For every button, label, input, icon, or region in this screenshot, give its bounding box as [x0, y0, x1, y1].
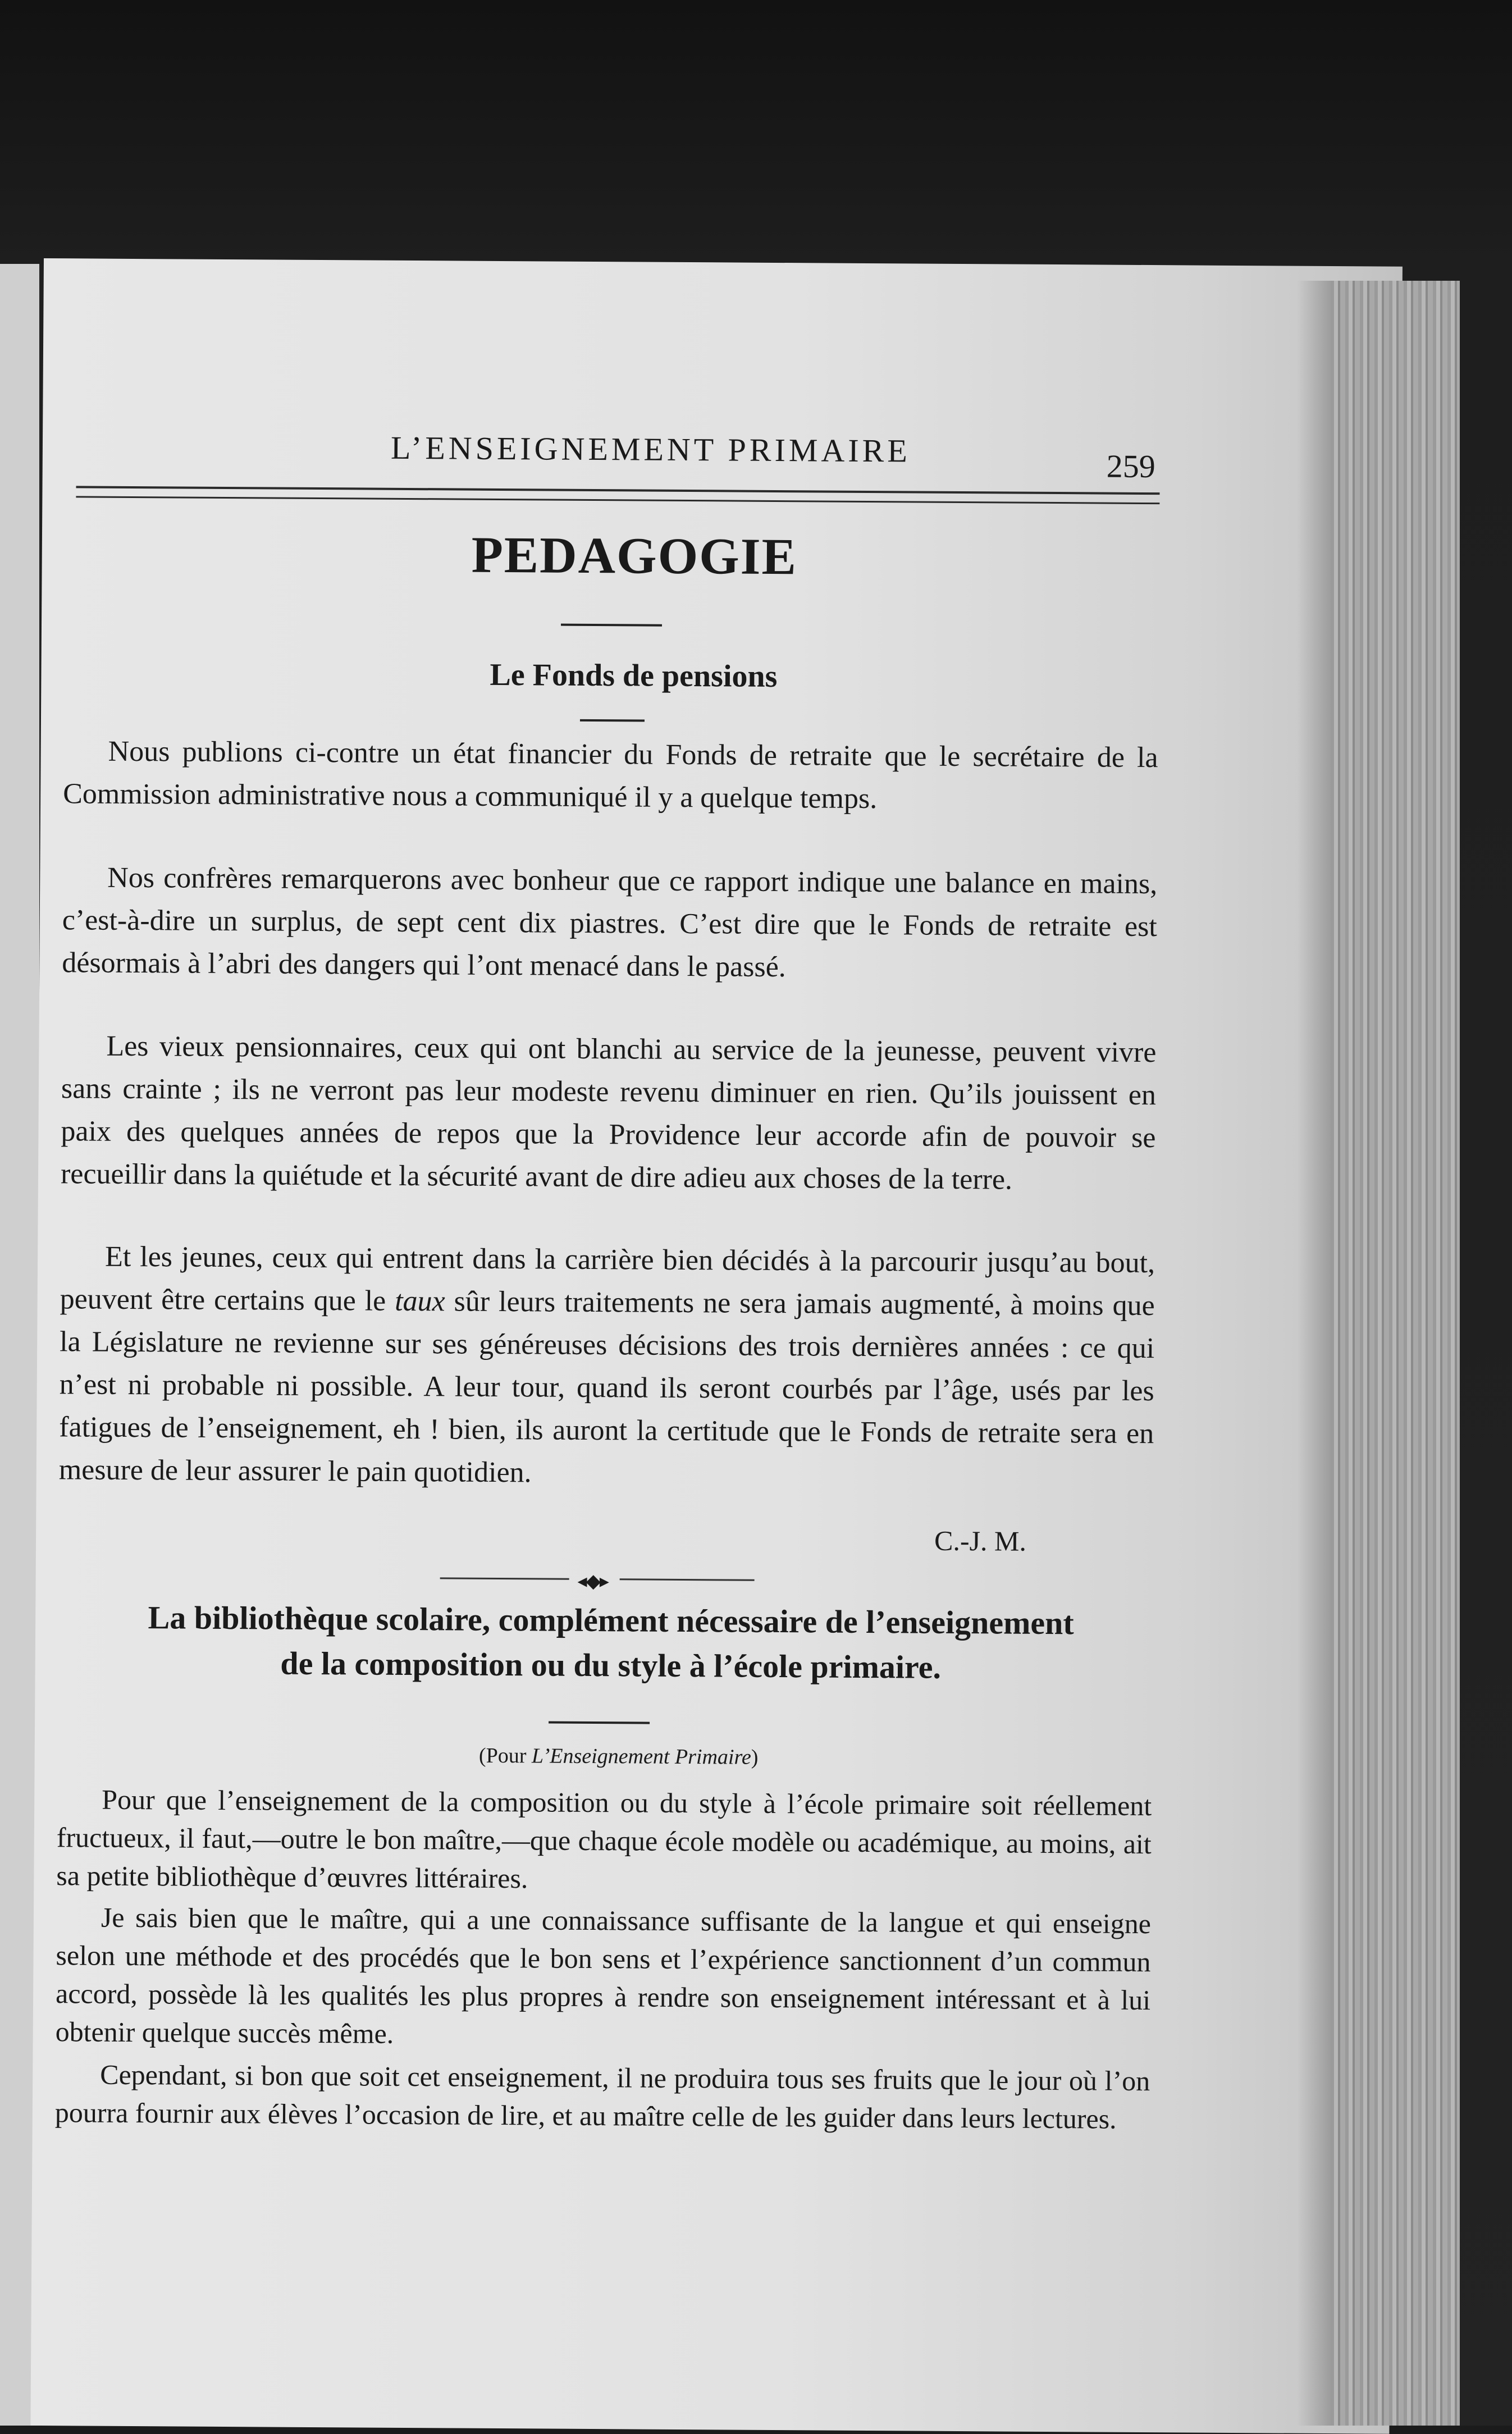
attribution-prefix: (Pour	[478, 1743, 532, 1768]
page-content	[30, 258, 1403, 2434]
article-paragraph	[59, 1235, 1155, 1498]
signature: C.-J. M.	[934, 1524, 1027, 1557]
article-paragraph: Nous publions ci-contre un état financier du Fonds de retraite que le secrétaire de la Commission administrative nous a communiqué il y a quelque temps.	[63, 735, 1158, 815]
article-title-rule	[580, 719, 645, 722]
article2-paragraph: Je sais bien que le maître, qui a une connaissance suffisante de la langue et qui enseigne selon une méthode et des procédés que le bon sens et l’expérience sanctionnent d’un commun accord, possède là les qualités les plus propres à rendre son enseignement intéressant et à lui obtenir quelque succès même.	[55, 1901, 1152, 2049]
section-title: PEDAGOGIE	[471, 526, 798, 586]
article-paragraph: Les vieux pensionnaires, ceux qui ont blanchi au service de la jeunesse, peuvent vivre sans crainte ; ils ne verront pas leur modeste revenu diminuer en rien. Qu’ils jouissent en paix des quelques années de repos que la Providence leur accorde afin de pouvoir se recueillir dans la quiétude et la sécurité avant de dire adieu aux choses de la terre.	[60, 1030, 1157, 1196]
article2-paragraph: Cependant, si bon que soit cet enseignement, il ne produira tous ses fruits que le jour où l’on pourra fournir aux élèves l’occasion de lire, et au maître celle de les guider dans leurs lectures.	[54, 2058, 1150, 2135]
page-number: 259	[1106, 447, 1155, 485]
article-title: Le Fonds de pensions	[490, 657, 778, 694]
book-page-block-edge	[1331, 281, 1460, 2426]
article2-title-rule	[549, 1721, 650, 1724]
running-head: L’ENSEIGNEMENT PRIMAIRE	[390, 429, 911, 469]
ornament-glyph: ◂◆▸	[577, 1570, 609, 1592]
article2-title-line2: de la composition ou du style à l’école primaire.	[280, 1645, 942, 1686]
ornament-line-left	[440, 1577, 569, 1579]
header-double-rule	[76, 486, 1159, 504]
attribution	[35, 1741, 1203, 1773]
paragraph-text: Et les jeunes, ceux qui entrent dans la carrière bien décidés à la parcourir jusqu’au bout, peuvent être certains que le	[60, 1240, 1155, 1317]
paragraph-text: sûr leurs traitements ne sera jamais augmenté, à moins que la Législature ne revienne sur ses généreuses décisions des trois dernières années : ce qui n’est ni probable ni possible. A leur tour, quand ils seront courbés par l’âge, usés par les fatigues de l’enseignement, eh ! bien, ils auront la certitude que le Fonds de retraite sera en mesure de leur assurer le pain quotidien.	[58, 1285, 1155, 1489]
article2-title-line1: La bibliothèque scolaire, complément nécessaire de l’enseignement	[148, 1599, 1074, 1642]
article2-title	[46, 1595, 1175, 1691]
emphasized-word: taux	[394, 1285, 445, 1318]
article-paragraph: Nos confrères remarquerons avec bonheur que ce rapport indique une balance en mains, c’est-à-dire un surplus, de sept cent dix piastres. C’est dire que le Fonds de retraite est désormais à l’abri des dangers qui l’ont menacé dans le passé.	[62, 861, 1158, 984]
attribution-journal: L’Enseignement Primaire	[531, 1744, 751, 1769]
article2-paragraph: Pour que l’enseignement de la composition ou du style à l’école primaire soit réellement fructueux, il faut,—outre le bon maître,—que chaque école modèle ou académique, au moins, ait sa petite bibliothèque d’œuvres littéraires.	[56, 1783, 1152, 1894]
section-ornament	[429, 1569, 766, 1592]
book-page	[30, 258, 1403, 2434]
ornament-line-right	[620, 1578, 755, 1581]
attribution-suffix: )	[751, 1745, 759, 1769]
title-rule	[561, 624, 662, 627]
